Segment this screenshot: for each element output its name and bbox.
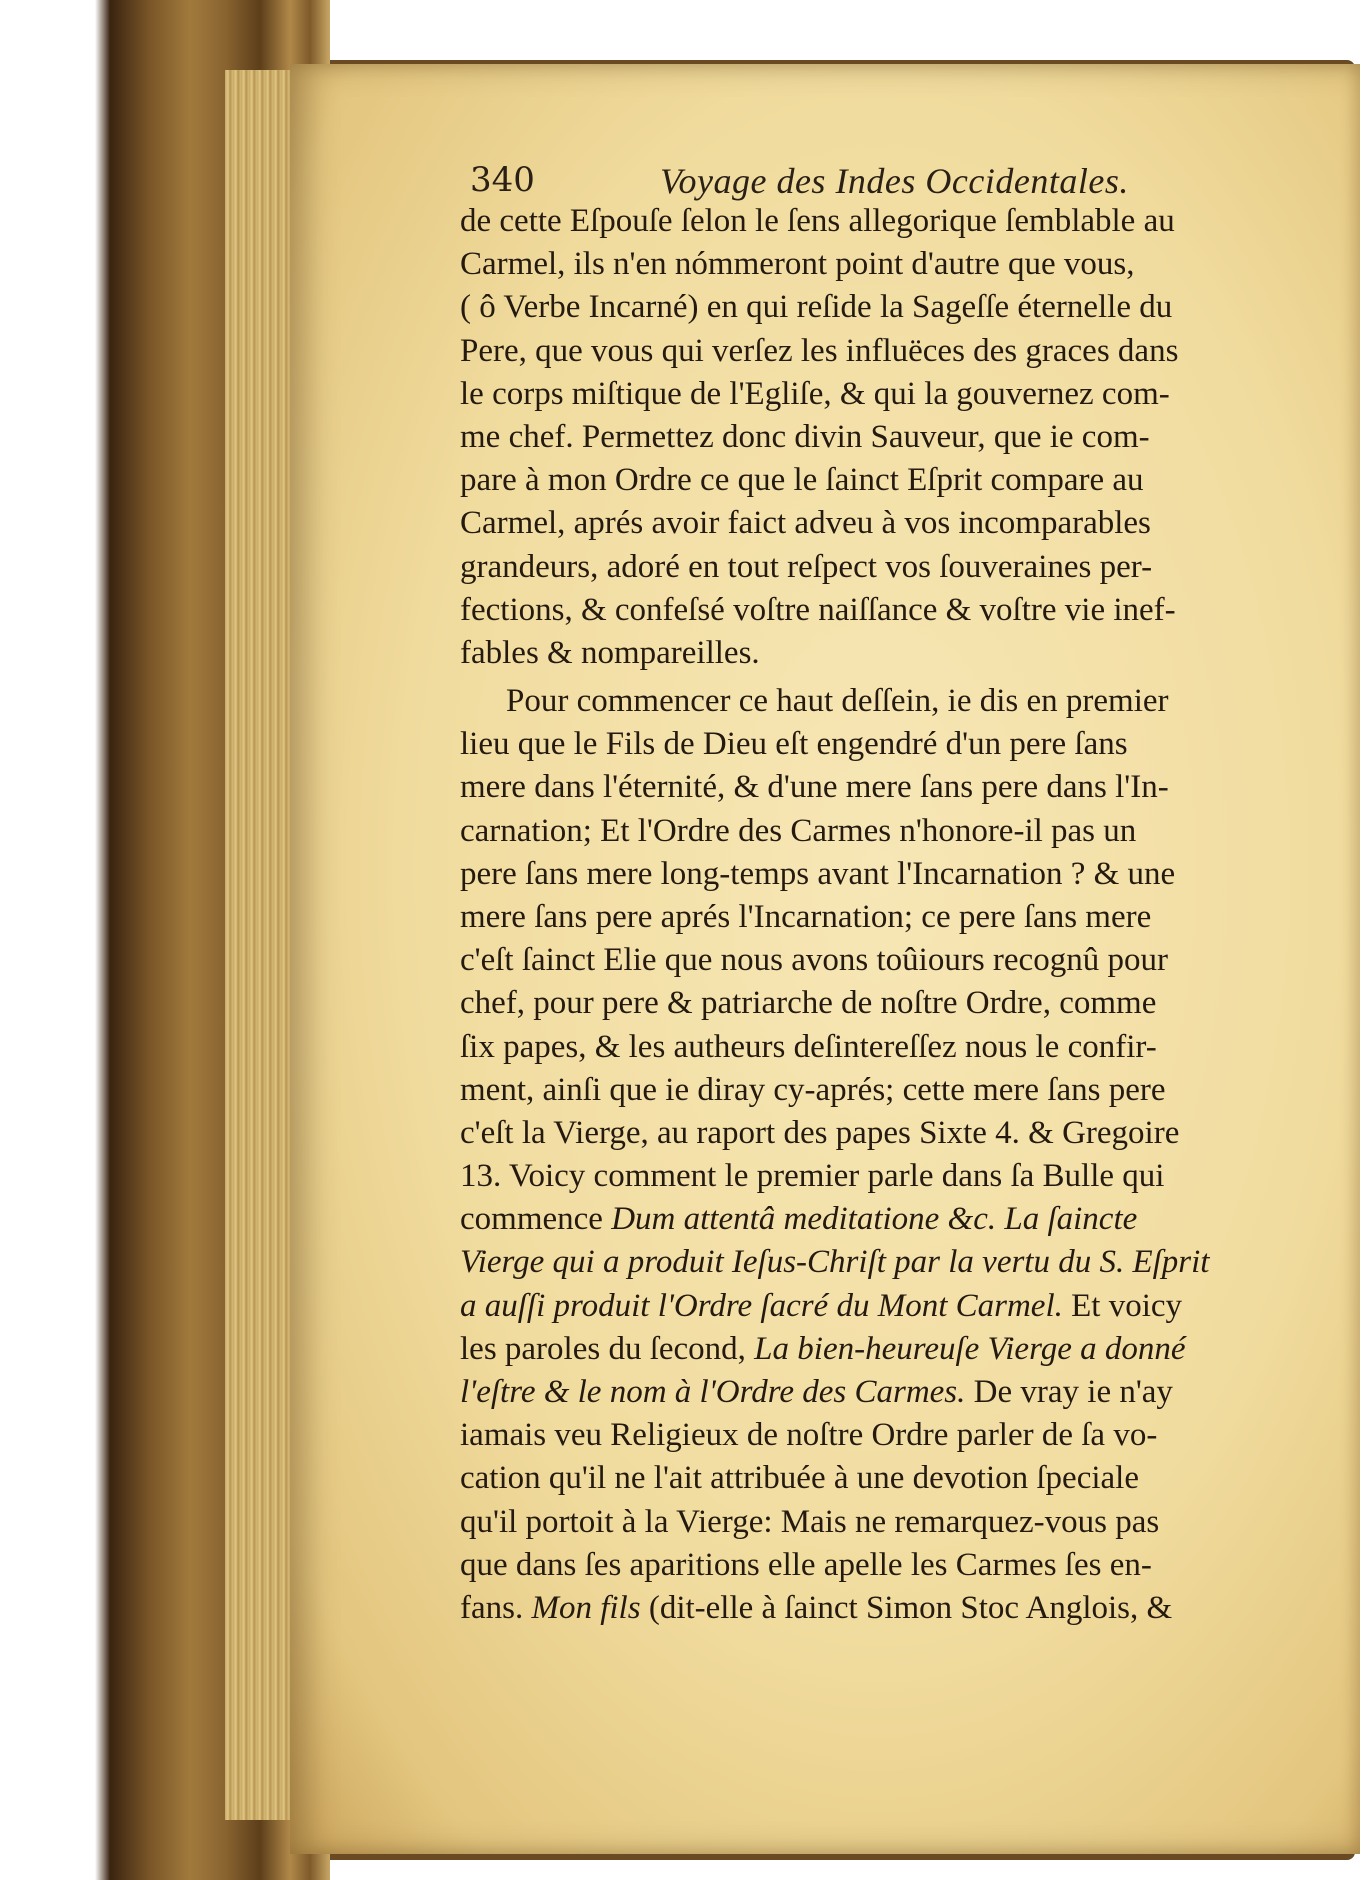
text-line: [460, 1371, 1300, 1414]
paragraph-1: [460, 200, 1300, 675]
italic-text: La bien-heureuſe Vierge a donné: [754, 1330, 1186, 1367]
text-line: [460, 853, 1300, 896]
text-segment: iamais veu Religieux de noſtre Ordre parler de ſa vo-: [460, 1417, 1158, 1454]
italic-text: l'eſtre & le nom à l'Ordre des Carmes.: [460, 1374, 966, 1410]
text-segment: les paroles du ſecond,: [460, 1330, 755, 1367]
text-segment: (dit-elle à ſainct Simon Stoc Anglois, &: [640, 1589, 1173, 1626]
text-segment: Pere, que vous qui verſez les influëces des graces dans: [460, 332, 1179, 369]
italic-text: Vierge qui a produit Ieſus-Chriſt par la vertu du S. Eſprit: [460, 1244, 1210, 1281]
text-segment: lieu que le Fils de Dieu eſt engendré d'un pere ſans: [460, 726, 1128, 763]
text-line: [460, 939, 1300, 982]
text-line: [460, 680, 1300, 723]
text-segment: Carmel, aprés avoir faict adveu à vos incomparables: [460, 505, 1151, 542]
text-line: [460, 416, 1300, 459]
text-line: [460, 1026, 1300, 1069]
text-segment: grandeurs, adoré en tout reſpect vos ſouveraines per-: [460, 548, 1153, 585]
italic-text: Dum attentâ meditatione &c. La ſaincte: [611, 1201, 1138, 1238]
text-line: [460, 502, 1300, 545]
text-segment: cation qu'il ne l'ait attribuée à une devotion ſpeciale: [460, 1460, 1139, 1497]
text-segment: qu'il portoit à la Vierge: Mais ne remarquez-vous pas: [460, 1503, 1160, 1540]
text-segment: c'eſt la Vierge, au raport des papes Sixte 4. & Gregoire: [460, 1114, 1180, 1151]
text-line: [460, 1457, 1300, 1500]
text-segment: pere ſans mere long-temps avant l'Incarnation ? & une: [460, 855, 1176, 892]
text-line: [460, 632, 1300, 675]
text-line: [460, 1587, 1300, 1630]
text-line: [460, 982, 1300, 1025]
running-title: Voyage des Indes Occidentales.: [660, 161, 1129, 201]
text-segment: chef, pour pere & patriarche de noſtre Ordre, comme: [460, 985, 1157, 1022]
text-segment: 13. Voicy comment le premier parle dans ſa Bulle qui: [460, 1158, 1165, 1195]
text-line: [460, 1414, 1300, 1457]
text-line: [460, 1069, 1300, 1112]
text-line: [460, 1328, 1300, 1371]
text-segment: De vray ie n'ay: [965, 1374, 1173, 1410]
text-segment: ( ô Verbe Incarné) en qui reſide la Sageſſe éternelle du: [460, 289, 1173, 326]
text-line: [460, 1285, 1300, 1328]
italic-text: a auſſi produit l'Ordre ſacré du Mont Carmel.: [460, 1287, 1063, 1324]
text-line: [460, 243, 1300, 286]
text-segment: que dans ſes aparitions elle apelle les Carmes ſes en-: [460, 1546, 1152, 1583]
italic-text: Mon fils: [531, 1589, 641, 1626]
text-segment: ſix papes, & les autheurs deſintereſſez nous le confir-: [460, 1028, 1157, 1065]
text-segment: pare à mon Ordre ce que le ſainct Eſprit compare au: [460, 462, 1144, 499]
text-segment: commence: [460, 1201, 612, 1238]
text-line: [460, 766, 1300, 809]
text-line: [460, 200, 1300, 243]
text-segment: fans.: [460, 1589, 532, 1626]
text-segment: Et voicy: [1062, 1287, 1183, 1324]
text-line: [460, 810, 1300, 853]
paragraph-2: [460, 680, 1300, 1630]
text-segment: mere ſans pere aprés l'Incarnation; ce pere ſans mere: [460, 898, 1152, 935]
text-line: [460, 1112, 1300, 1155]
text-segment: carnation; Et l'Ordre des Carmes n'honore-il pas un: [460, 812, 1137, 849]
text-line: [460, 546, 1300, 589]
text-segment: me chef. Permettez donc divin Sauveur, que ie com-: [460, 418, 1150, 455]
text-segment: mere dans l'éternité, & d'une mere ſans pere dans l'In-: [460, 769, 1169, 806]
text-segment: de cette Eſpouſe ſelon le ſens allegorique ſemblable au: [460, 203, 1175, 239]
text-line: [460, 1155, 1300, 1198]
text-line: [460, 373, 1300, 416]
text-segment: le corps miſtique de l'Egliſe, & qui la gouvernez com-: [460, 375, 1170, 412]
text-line: [460, 1241, 1300, 1284]
text-line: [460, 1501, 1300, 1544]
text-line: [460, 1544, 1300, 1587]
text-line: [460, 723, 1300, 766]
text-line: [460, 459, 1300, 502]
text-segment: c'eſt ſainct Elie que nous avons toûiours recognû pour: [460, 942, 1168, 979]
text-segment: ment, ainſi que ie diray cy-aprés; cette mere ſans pere: [460, 1071, 1166, 1108]
text-segment: fections, & confeſsé voſtre naiſſance & voſtre vie inef-: [460, 591, 1176, 628]
text-line: [460, 1198, 1300, 1241]
text-line: [460, 330, 1300, 373]
text-line: [460, 589, 1300, 632]
text-segment: fables & nompareilles.: [460, 634, 760, 671]
text-line: [460, 896, 1300, 939]
text-line: [460, 286, 1300, 329]
text-segment: Pour commencer ce haut deſſein, ie dis en premier: [506, 683, 1169, 719]
text-segment: Carmel, ils n'en nómmeront point d'autre que vous,: [460, 246, 1135, 283]
page-number: 340: [470, 160, 535, 200]
